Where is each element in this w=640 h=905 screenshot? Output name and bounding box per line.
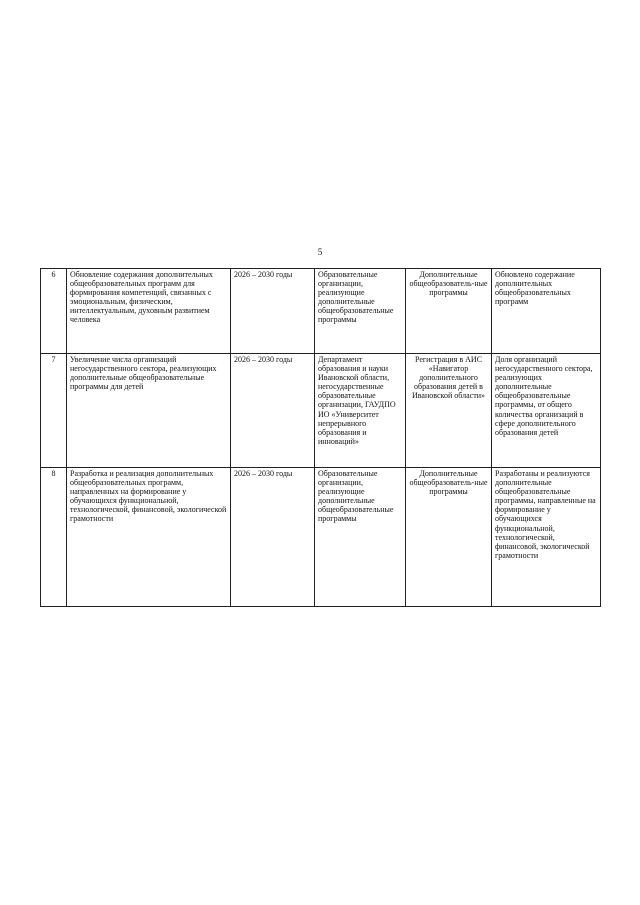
period-cell: 2026 – 2030 годы — [231, 468, 315, 607]
indicator-cell: Обновлено содержание дополнительных общеобразовательных программ — [492, 269, 601, 354]
row-number-cell: 8 — [41, 468, 67, 607]
row-number-cell: 6 — [41, 269, 67, 354]
table-row — [41, 269, 601, 354]
result-type-cell: Регистрация в АИС «Навигатор дополнительного образования детей в Ивановской области» — [406, 354, 492, 468]
indicator-cell: Доля организаций негосударственного сектора, реализующих дополнительные общеобразовательные программы, от общего количества организаций в сфере дополнительного образования детей — [492, 354, 601, 468]
program-measures-table — [40, 268, 601, 607]
executor-cell: Образовательные организации, реализующие дополнительные общеобразовательные программы — [315, 269, 406, 354]
measure-cell: Разработка и реализация дополнительных общеобразовательных программ, направленных на формирование у обучающихся функциональной, технологической, финансовой, экологической грамотности — [67, 468, 231, 607]
executor-cell: Департамент образования и науки Ивановской области, негосударственные образовательные организации, ГАУДПО ИО «Университет непрерывного образования и инноваций» — [315, 354, 406, 468]
table-row — [41, 354, 601, 468]
row-number-cell: 7 — [41, 354, 67, 468]
measure-cell: Увеличение числа организаций негосударственного сектора, реализующих дополнительные общеобразовательные программы для детей — [67, 354, 231, 468]
table-row — [41, 468, 601, 607]
period-cell: 2026 – 2030 годы — [231, 269, 315, 354]
measure-cell: Обновление содержания дополнительных общеобразовательных программ для формирования компетенций, связанных с эмоциональным, физическим, интеллектуальным, духовным развитием человека — [67, 269, 231, 354]
indicator-cell: Разработаны и реализуются дополнительные общеобразовательные программы, направленные на формирование у обучающихся функциональной, технологической, финансовой, экологической грамотности — [492, 468, 601, 607]
result-type-cell: Дополнительные общеобразователь-ные программы — [406, 468, 492, 607]
executor-cell: Образовательные организации, реализующие дополнительные общеобразовательные программы — [315, 468, 406, 607]
result-type-cell: Дополнительные общеобразователь-ные программы — [406, 269, 492, 354]
period-cell: 2026 – 2030 годы — [231, 354, 315, 468]
page-number: 5 — [317, 247, 323, 257]
